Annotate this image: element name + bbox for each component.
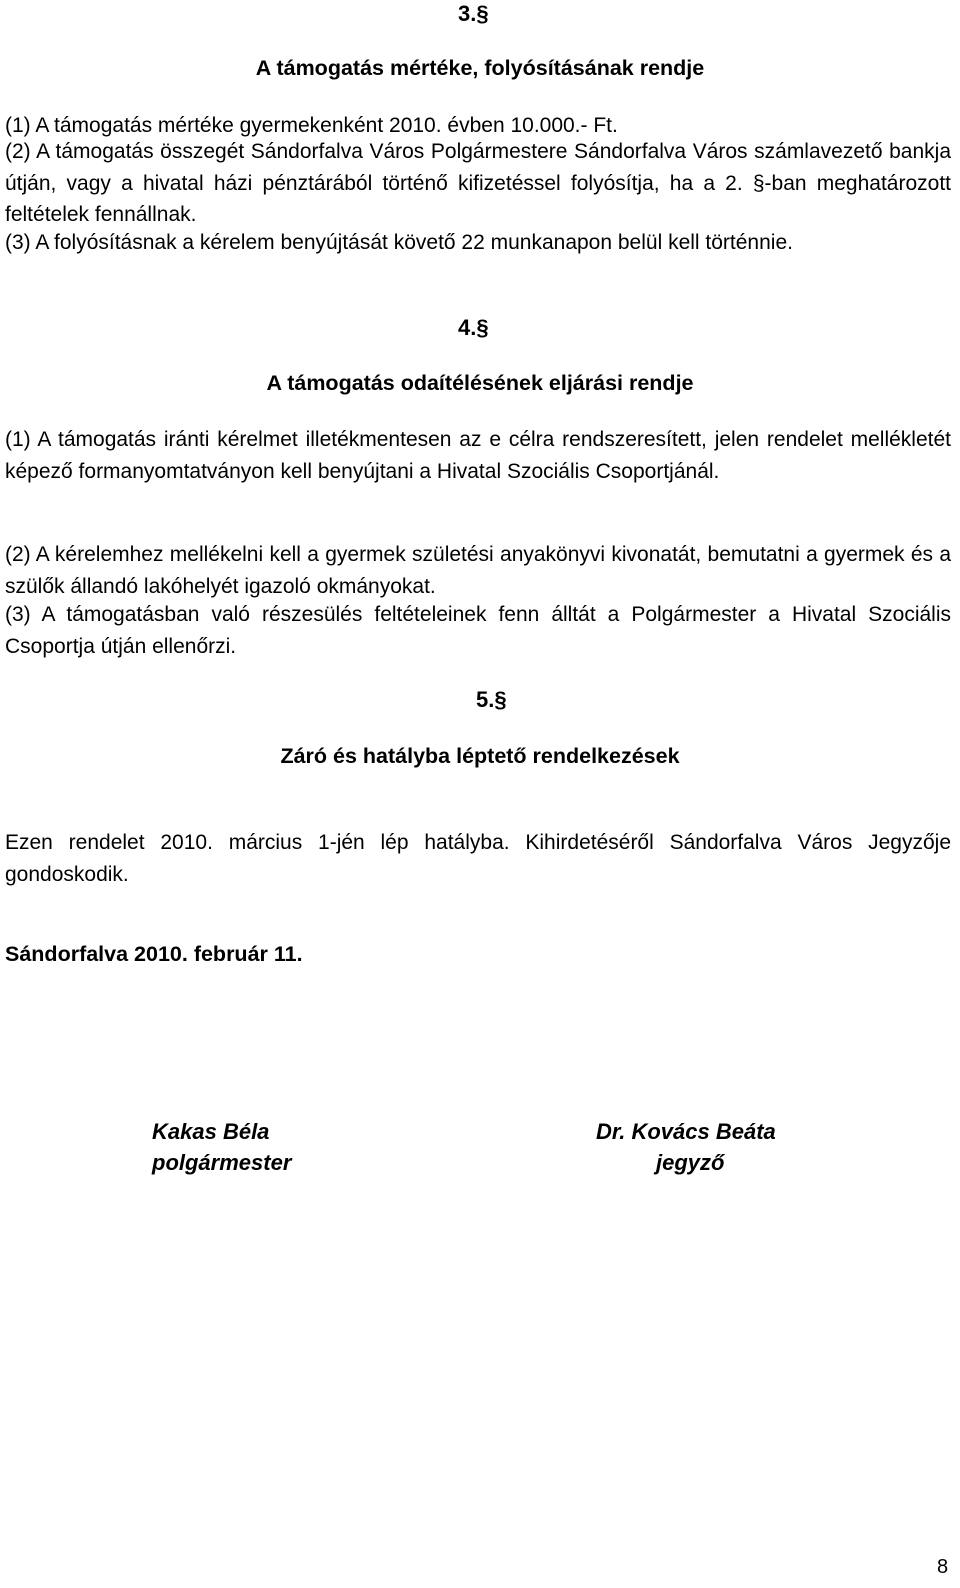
signature-left (152, 1116, 291, 1178)
signature-left-name: Kakas Béla (152, 1119, 270, 1144)
section-3-paragraph-1: (1) A támogatás mértéke gyermekenként 2010. évben 10.000.- Ft. (5, 114, 618, 137)
signature-left-role: polgármester (152, 1150, 292, 1175)
section-3-number: 3.§ (458, 1, 489, 26)
signature-right (596, 1116, 826, 1178)
section-4-title: A támogatás odaítélésének eljárási rendje (266, 371, 694, 395)
section-3-paragraph-3: (3) A folyósításnak a kérelem benyújtását követő 22 munkanapon belül kell történnie. (5, 231, 793, 254)
signature-right-name: Dr. Kovács Beáta (596, 1119, 776, 1144)
section-5-paragraph: Ezen rendelet 2010. március 1-jén lép hatályba. Kihirdetéséről Sándorfalva Város Jegyzője gondoskodik. (5, 831, 951, 886)
section-4-number: 4.§ (458, 315, 489, 340)
section-4-paragraph-2: (2) A kérelemhez mellékelni kell a gyermek születési anyakönyvi kivonatát, bemutatni a gyermek és a szülők állandó lakóhelyét igazoló okmányokat. (5, 543, 951, 598)
section-4-paragraph-1: (1) A támogatás iránti kérelmet illetékmentesen az e célra rendszeresített, jelen rendelet mellékletét képező formanyomtatványon kell benyújtani a Hivatal Szociális Csoportjánál. (5, 428, 951, 483)
section-3-paragraph-2: (2) A támogatás összegét Sándorfalva Város Polgármestere Sándorfalva Város számlavezető bankja útján, vagy a hivatal házi pénztárából történő kifizetéssel folyósítja, ha a 2. §-ban meghatározott feltételek fennállnak. (5, 140, 951, 226)
section-5-number: 5.§ (476, 687, 507, 712)
signature-right-role: jegyző (656, 1150, 725, 1175)
place-date: Sándorfalva 2010. február 11. (5, 942, 303, 966)
page-number: 8 (937, 1556, 949, 1578)
section-3-title: A támogatás mértéke, folyósításának rendje (255, 56, 705, 80)
section-4-paragraph-3: (3) A támogatásban való részesülés feltételeinek fenn álltát a Polgármester a Hivatal Szociális Csoportja útján ellenőrzi. (5, 603, 951, 658)
section-5-title: Záró és hatályba léptető rendelkezések (280, 744, 680, 768)
